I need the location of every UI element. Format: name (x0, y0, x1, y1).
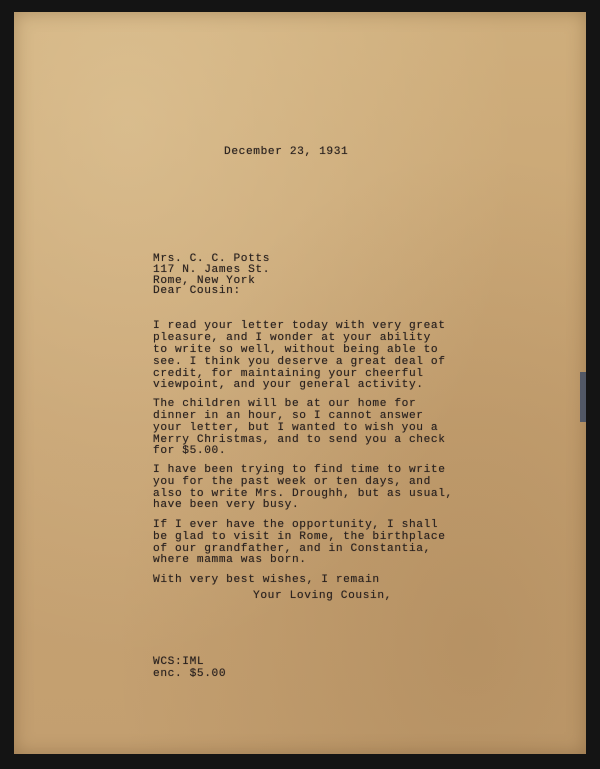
salutation: Dear Cousin: (153, 285, 241, 297)
paragraph-line: you for the past week or ten days, and (153, 476, 431, 488)
enclosure-note: enc. $5.00 (153, 668, 227, 680)
paragraph-line: also to write Mrs. Droughh, but as usual, (153, 488, 453, 500)
paragraph-line: viewpoint, and your general activity. (153, 379, 424, 391)
paragraph-line: I read your letter today with very great (153, 320, 446, 332)
paragraph-line: see. I think you deserve a great deal of (153, 356, 446, 368)
paragraph-line: for $5.00. (153, 445, 227, 457)
signature-line: Your Loving Cousin, (253, 590, 392, 602)
paragraph-line: credit, for maintaining your cheerful (153, 368, 424, 380)
paragraph-line: Merry Christmas, and to send you a check (153, 434, 446, 446)
letter-date: December 23, 1931 (224, 146, 349, 158)
recipient-name: Mrs. C. C. Potts (153, 253, 271, 265)
paragraph-line: have been very busy. (153, 499, 300, 511)
paragraph-line: pleasure, and I wonder at your ability (153, 332, 431, 344)
paragraph-line: to write so well, without being able to (153, 344, 439, 356)
paragraph-line: your letter, but I wanted to wish you a (153, 422, 439, 434)
paragraph-line: of our grandfather, and in Constantia, (153, 543, 431, 555)
paragraph-line: dinner in an hour, so I cannot answer (153, 410, 424, 422)
edge-tab (580, 372, 586, 422)
reference-initials: WCS:IML (153, 656, 205, 668)
paragraph-line: I have been trying to find time to write (153, 464, 446, 476)
closing-line: With very best wishes, I remain (153, 574, 380, 586)
paragraph-line: If I ever have the opportunity, I shall (153, 519, 439, 531)
paragraph-line: The children will be at our home for (153, 398, 417, 410)
paragraph-line: where mamma was born. (153, 554, 307, 566)
recipient-street: 117 N. James St. (153, 264, 271, 276)
paragraph-line: be glad to visit in Rome, the birthplace (153, 531, 446, 543)
recipient-city: Rome, New York (153, 275, 256, 287)
